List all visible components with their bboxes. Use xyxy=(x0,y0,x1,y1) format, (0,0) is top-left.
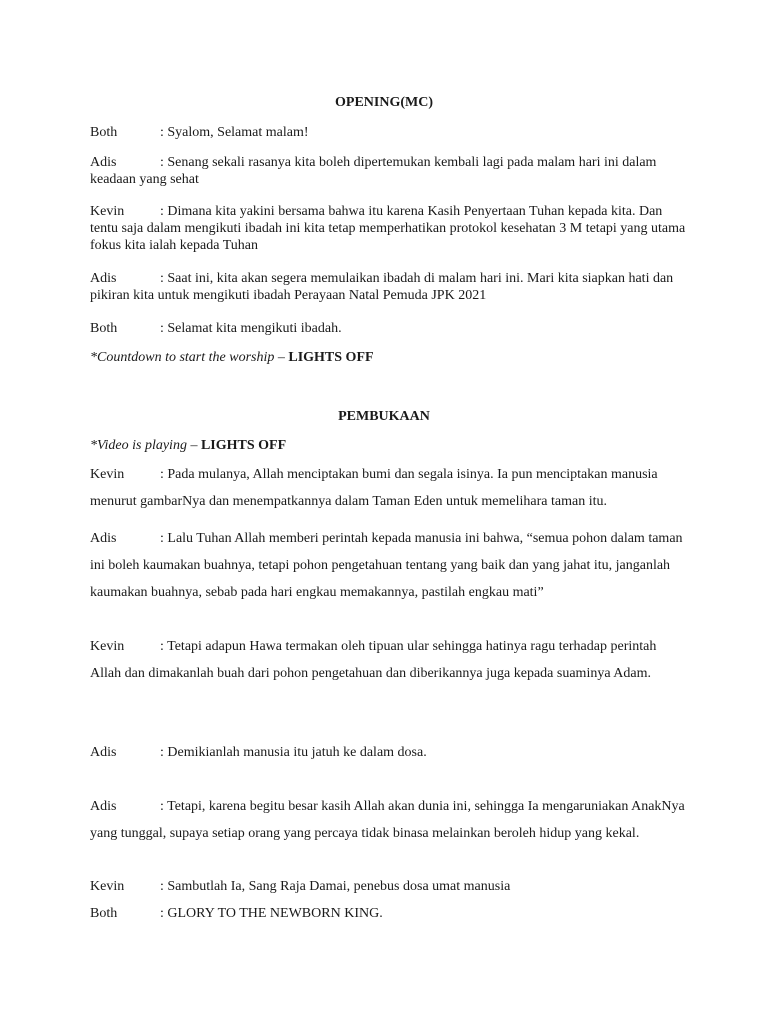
dialogue-line xyxy=(90,793,690,847)
dialogue-text: : Lalu Tuhan Allah memberi perintah kepada manusia ini bahwa, “semua pohon dalam taman ini boleh kaumakan buahnya, tetapi pohon pengetahuan tentang yang baik dan yang jahat itu, janganlah kaumakan buahnya, sebab pada hari engkau memakannya, pastilah engkau mati” xyxy=(90,531,683,600)
dialogue-text: : Tetapi adapun Hawa termakan oleh tipuan ular sehingga hatinya ragu terhadap perintah Allah dan dimakanlah buah dari pohon pengetahuan dan diberikannya juga kepada suaminya Adam. xyxy=(90,639,657,681)
dialogue-text: : Syalom, Selamat malam! xyxy=(160,125,309,140)
note-dash: – xyxy=(186,438,201,453)
speaker: Both xyxy=(90,321,118,336)
dialogue-line xyxy=(90,270,690,304)
speaker: Kevin xyxy=(90,879,125,894)
pembukaan-heading: PEMBUKAAN xyxy=(338,409,430,424)
dialogue-line xyxy=(90,905,690,922)
dialogue-line xyxy=(90,461,690,515)
note-bold: LIGHTS OFF xyxy=(200,438,287,453)
note-italic: *Video is playing xyxy=(90,438,187,453)
speaker: Adis xyxy=(90,745,117,760)
dialogue-line xyxy=(90,739,690,766)
dialogue-text: : Sambutlah Ia, Sang Raja Damai, penebus dosa umat manusia xyxy=(160,879,511,894)
speaker: Kevin xyxy=(90,204,125,219)
stage-direction xyxy=(90,438,286,454)
dialogue-text: : Dimana kita yakini bersama bahwa itu karena Kasih Penyertaan Tuhan kepada kita. Dan tentu saja dalam mengikuti ibadah ini kita tetap memperhatikan protokol kesehatan 3 M tetapi yang utama fokus kita ialah kepada Tuhan xyxy=(90,204,686,253)
dialogue-line xyxy=(90,633,690,687)
dialogue-line xyxy=(90,124,690,141)
dialogue-text: : Senang sekali rasanya kita boleh dipertemukan kembali lagi pada malam hari ini dalam keadaan yang sehat xyxy=(90,155,657,187)
dialogue-line xyxy=(90,878,690,895)
dialogue-line xyxy=(90,154,690,188)
dialogue-text: : Saat ini, kita akan segera memulaikan ibadah di malam hari ini. Mari kita siapkan hati dan pikiran kita untuk mengikuti ibadah Perayaan Natal Pemuda JPK 2021 xyxy=(90,271,674,303)
speaker: Both xyxy=(90,906,118,921)
speaker: Adis xyxy=(90,531,117,546)
speaker: Adis xyxy=(90,155,117,170)
note-dash: – xyxy=(274,350,289,365)
dialogue-text: : Pada mulanya, Allah menciptakan bumi dan segala isinya. Ia pun menciptakan manusia menurut gambarNya dan menempatkannya dalam Taman Eden untuk memelihara taman itu. xyxy=(90,467,658,509)
note-italic: *Countdown to start the worship xyxy=(90,350,275,365)
stage-direction xyxy=(90,350,374,366)
speaker: Adis xyxy=(90,271,117,286)
dialogue-text: : Tetapi, karena begitu besar kasih Allah akan dunia ini, sehingga Ia mengaruniakan AnakNya yang tunggal, supaya setiap orang yang percaya tidak binasa melainkan beroleh hidup yang kekal. xyxy=(90,799,685,841)
opening-heading: OPENING(MC) xyxy=(335,95,433,110)
dialogue-text: : GLORY TO THE NEWBORN KING. xyxy=(160,906,383,921)
dialogue-line xyxy=(90,320,690,337)
speaker: Both xyxy=(90,125,118,140)
dialogue-text: : Selamat kita mengikuti ibadah. xyxy=(160,321,342,336)
dialogue-line xyxy=(90,203,690,254)
speaker: Kevin xyxy=(90,467,125,482)
speaker: Kevin xyxy=(90,639,125,654)
dialogue-text: : Demikianlah manusia itu jatuh ke dalam dosa. xyxy=(160,745,427,760)
note-bold: LIGHTS OFF xyxy=(288,350,374,365)
dialogue-line xyxy=(90,525,690,606)
speaker: Adis xyxy=(90,799,117,814)
